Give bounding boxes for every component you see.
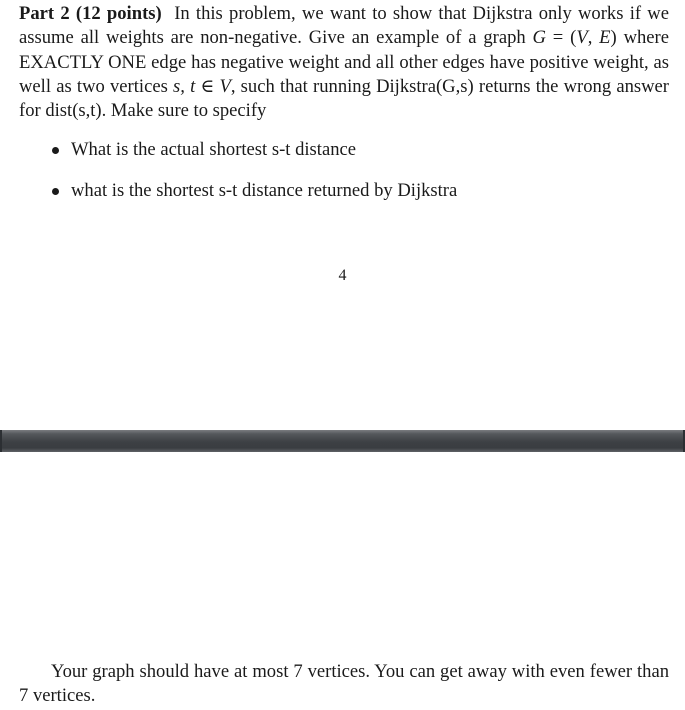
bullet-dot-icon	[52, 147, 59, 154]
math-G: G	[532, 27, 546, 49]
problem-intro: In this problem, we want to show that Dijkstra only works if we assume all weights are non-negative. Give an example of a graph	[19, 3, 669, 49]
problem-text-end: , such that running Dijkstra(G,s) returns the wrong answer for dist(s,t). Make sure to specify	[19, 75, 669, 122]
vertex-limit-note: Your graph should have at most 7 vertices. You can get away with even fewer than 7 vertices.	[19, 661, 669, 707]
math-eq: = (	[545, 27, 577, 49]
problem-heading: Part 2 (12 points)	[19, 3, 162, 24]
bullet-text-actual-distance: What is the actual shortest s-t distance	[71, 139, 357, 160]
question-list	[52, 138, 457, 203]
math-s-t: s, t	[173, 75, 196, 97]
bullet-dot-icon	[52, 188, 59, 195]
page-number: 4	[338, 267, 347, 284]
math-E: E	[599, 27, 611, 49]
problem-statement	[19, 2, 669, 123]
separator-edge-left	[0, 430, 2, 452]
bullet-text-dijkstra-distance: what is the shortest s-t distance returned by Dijkstra	[71, 180, 458, 201]
list-item	[52, 179, 457, 203]
problem-text-continued: where EXACTLY ONE edge has negative weight and all other edges have positive weight, as well as two vertices	[19, 27, 669, 97]
page-separator	[0, 430, 685, 452]
document-page-5	[0, 452, 685, 710]
math-V-set: V	[219, 75, 231, 97]
list-item	[52, 138, 457, 162]
math-element-of: ∈	[195, 75, 220, 97]
math-close: )	[610, 27, 617, 49]
math-V: V	[576, 27, 588, 49]
math-comma: ,	[587, 27, 600, 49]
